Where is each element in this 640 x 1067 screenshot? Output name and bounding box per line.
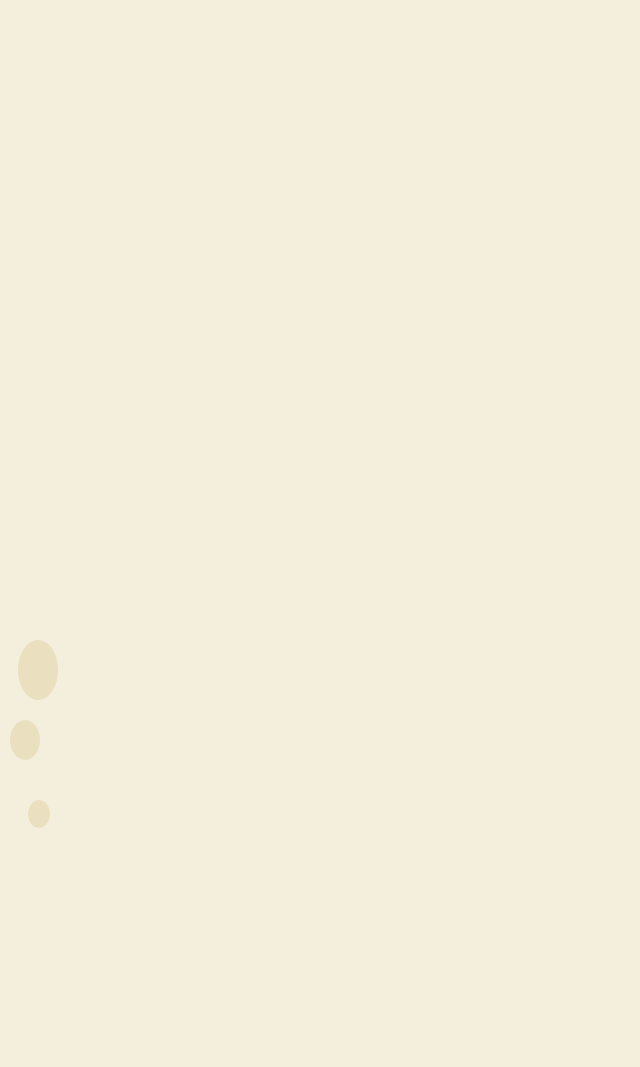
treble-staff	[0, 124, 640, 184]
bass-staff	[0, 932, 640, 992]
treble-staff	[0, 351, 640, 411]
bass-staff	[0, 477, 640, 537]
treble-staff	[0, 806, 640, 866]
bass-staff	[0, 250, 640, 310]
treble-staff	[0, 578, 640, 638]
bass-staff	[0, 704, 640, 764]
